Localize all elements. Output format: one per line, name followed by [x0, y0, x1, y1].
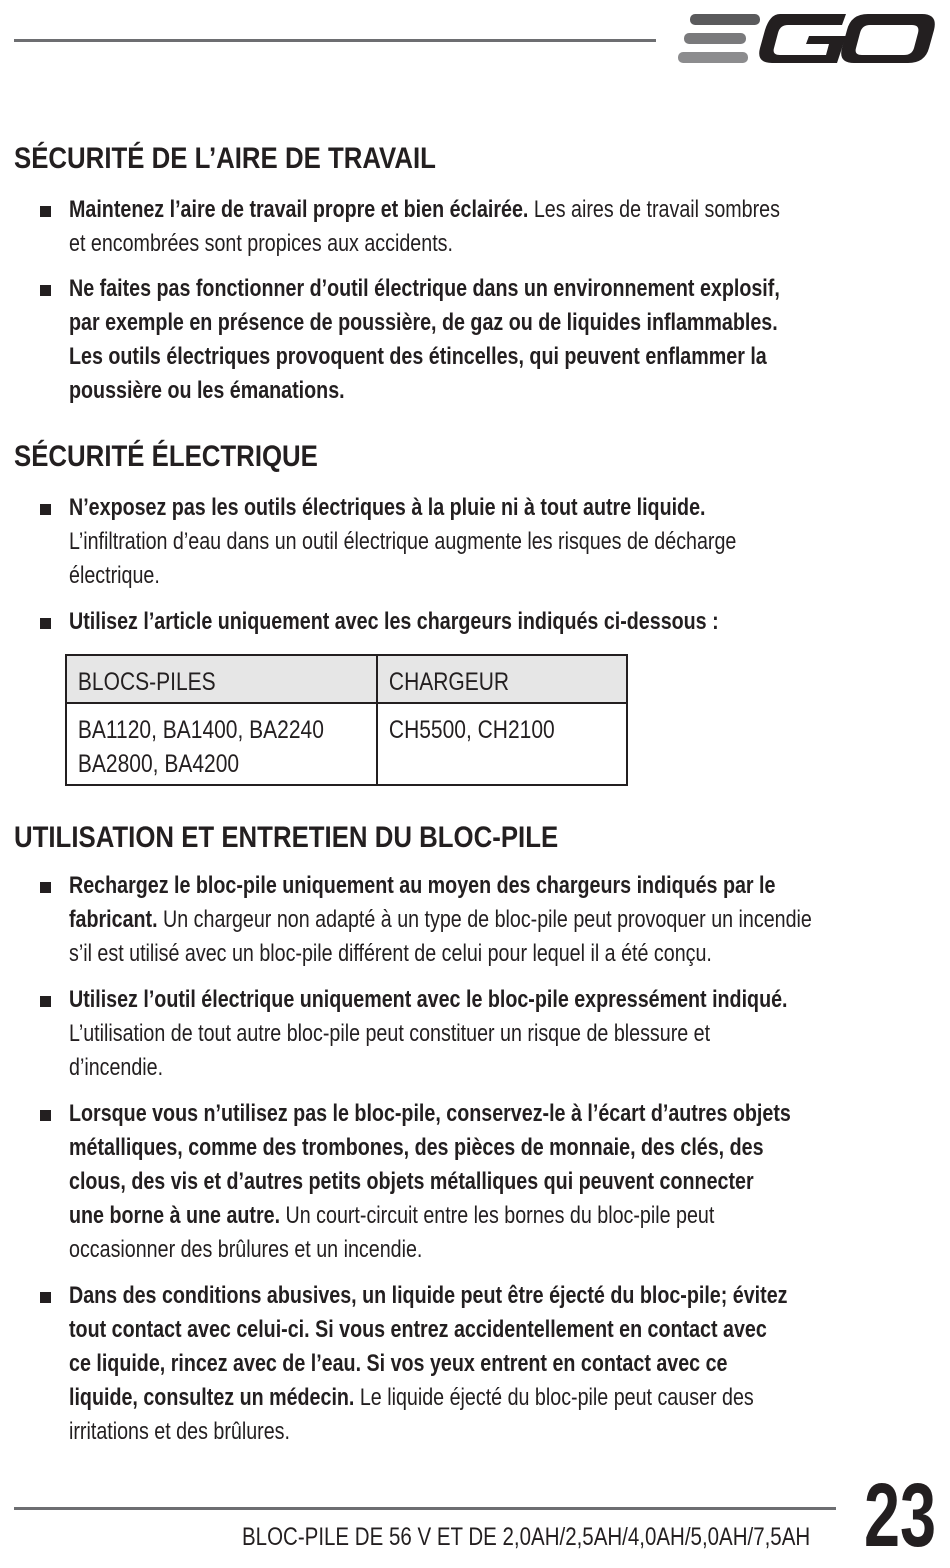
item-bold-text: Utilisez l’article uniquement avec les chargeurs indiqués ci-dessous :	[69, 608, 719, 635]
item-text: L’utilisation de tout autre bloc-pile peut constituer un risque de blessure et d’incendie.	[69, 1020, 711, 1081]
item-text: Les aires de travail sombres et encombrées sont propices aux accidents.	[69, 196, 780, 257]
item-text: Un chargeur non adapté à un type de bloc-pile peut provoquer un incendie s’il est utilisé avec un bloc-pile différent de celui pour lequel il a été conçu.	[69, 906, 812, 967]
item-bold-text: Rechargez le bloc-pile uniquement au moyen des chargeurs indiqués par le fabricant.	[69, 872, 776, 933]
bullet-square-icon	[40, 618, 51, 629]
item-text: L’infiltration d’eau dans un outil électrique augmente les risques de décharge électrique.	[69, 528, 737, 589]
table-header-cell: CHARGEUR	[377, 655, 627, 703]
item-bold-text: N’exposez pas les outils électriques à la pluie ni à tout autre liquide.	[69, 494, 706, 521]
table-header-cell: BLOCS-PILES	[66, 655, 377, 703]
list-item	[40, 869, 950, 971]
bullet-square-icon	[40, 206, 51, 217]
list-item	[40, 1279, 950, 1449]
bullet-square-icon	[40, 996, 51, 1007]
list-item	[40, 193, 950, 261]
item-bold-text: Maintenez l’aire de travail propre et bien éclairée.	[69, 196, 529, 223]
item-bold-text: Ne faites pas fonctionner d’outil électrique dans un environnement explosif, par exemple en présence de poussière, de gaz ou de liquides inflammables. Les outils électriques provoquent des étincelles, qui peuvent enflammer la poussière ou les émanations.	[69, 275, 780, 404]
list-item	[40, 491, 950, 593]
section-heading-battery-use: UTILISATION ET ENTRETIEN DU BLOC-PILE	[14, 821, 559, 854]
charger-table	[65, 654, 628, 786]
table-cell: CH5500, CH2100	[377, 703, 627, 785]
header-rule	[14, 39, 656, 42]
item-bold-text: Lorsque vous n’utilisez pas le bloc-pile, conservez-le à l’écart d’autres objets métalliques, comme des trombones, des pièces de monnaie, des clés, des clous, des vis et d’autres petits objets métalliques qui peuvent connecter une borne à une autre.	[69, 1100, 791, 1229]
list-item	[40, 272, 950, 408]
table-header-row	[66, 655, 627, 703]
table-cell: BA1120, BA1400, BA2240 BA2800, BA4200	[66, 703, 377, 785]
list-item	[40, 983, 950, 1085]
item-bold-text: Utilisez l’outil électrique uniquement avec le bloc-pile expressément indiqué.	[69, 986, 788, 1013]
bullet-square-icon	[40, 1292, 51, 1303]
footer-rule	[14, 1507, 836, 1510]
bullet-square-icon	[40, 285, 51, 296]
item-bold-text: Dans des conditions abusives, un liquide peut être éjecté du bloc-pile; évitez tout contact avec celui-ci. Si vous entrez accidentellement en contact avec ce liquide, rincez avec de l’eau. Si vos yeux entrent en contact avec ce liquide, consultez un médecin.	[69, 1282, 788, 1411]
section-heading-electrical-safety: SÉCURITÉ ÉLECTRIQUE	[14, 440, 318, 473]
bullet-square-icon	[40, 1110, 51, 1121]
item-text: Le liquide éjecté du bloc-pile peut causer des irritations et des brûlures.	[69, 1384, 754, 1445]
list-item	[40, 1097, 950, 1267]
item-text: Un court-circuit entre les bornes du bloc-pile peut occasionner des brûlures et un incendie.	[69, 1202, 715, 1263]
list-item	[40, 605, 950, 639]
table-row	[66, 703, 627, 785]
ego-logo	[676, 10, 936, 68]
bullet-square-icon	[40, 882, 51, 893]
section-heading-work-area: SÉCURITÉ DE L’AIRE DE TRAVAIL	[14, 142, 436, 175]
page-number: 23	[864, 1466, 937, 1566]
bullet-square-icon	[40, 504, 51, 515]
footer-title: BLOC-PILE DE 56 V ET DE 2,0AH/2,5AH/4,0AH/5,0AH/7,5AH	[242, 1523, 811, 1551]
